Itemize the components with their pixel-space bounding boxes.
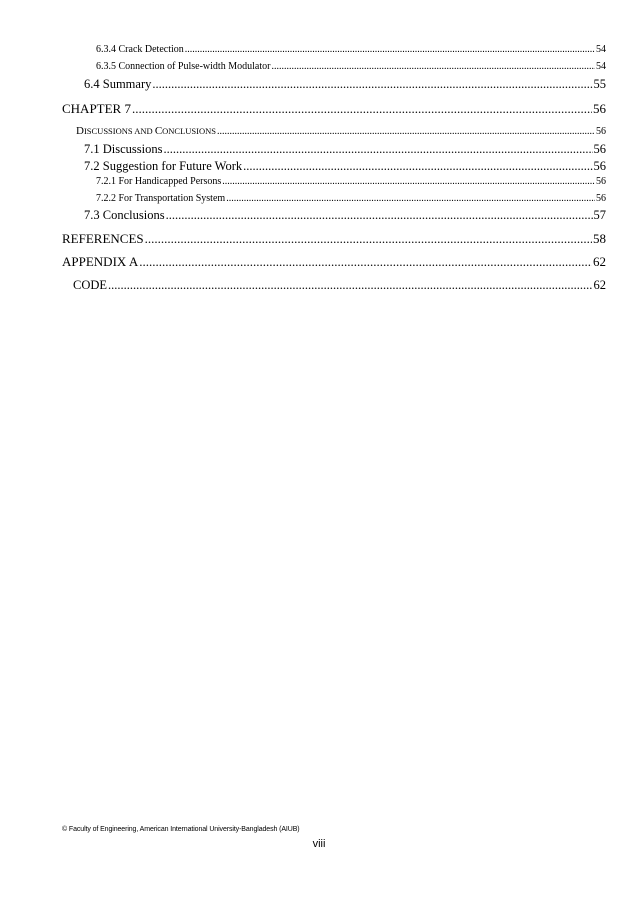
toc-entry-page: 62 <box>593 278 606 292</box>
toc-entry-page: 56 <box>596 193 606 204</box>
toc-entry-code[interactable] <box>73 278 606 293</box>
toc-entry-page: 62 <box>593 254 606 269</box>
toc-entry-page: 58 <box>593 231 606 246</box>
toc-leader-dots <box>152 77 592 92</box>
toc-leader-dots <box>271 61 595 72</box>
toc-entry-label: 7.2 Suggestion for Future Work <box>84 159 243 173</box>
toc-leader-dots <box>243 159 592 174</box>
toc-leader-dots <box>145 231 592 247</box>
toc-leader-dots <box>108 278 592 293</box>
toc-entry-label: 6.3.5 Connection of Pulse-width Modulator <box>96 61 271 72</box>
toc-entry-page: 56 <box>596 176 606 187</box>
toc-entry-chapter-7[interactable] <box>62 101 606 117</box>
toc-entry-appendix-a[interactable] <box>62 254 606 270</box>
toc-entry-label: 7.3 Conclusions <box>84 208 165 222</box>
toc-entry-page: 56 <box>593 159 606 173</box>
toc-entry-page: 56 <box>596 126 606 137</box>
footer-copyright: © Faculty of Engineering, American International University-Bangladesh (AIUB) <box>62 826 300 833</box>
toc-leader-dots <box>163 142 592 157</box>
toc-entry-6-3-5[interactable] <box>96 61 606 72</box>
toc-entry-7-1[interactable] <box>84 142 606 157</box>
toc-entry-label: REFERENCES <box>62 231 144 246</box>
toc-entry-7-3[interactable] <box>84 208 606 223</box>
toc-entry-page: 56 <box>593 101 606 116</box>
toc-entry-label: APPENDIX A <box>62 254 139 269</box>
toc-entry-page: 55 <box>593 77 606 91</box>
toc-entry-6-3-4[interactable] <box>96 44 606 55</box>
toc-entry-label: 7.2.2 For Transportation System <box>96 193 226 204</box>
toc-leader-dots <box>226 193 595 204</box>
toc-leader-dots <box>166 208 593 223</box>
toc-entry-page: 56 <box>593 142 606 156</box>
toc-entry-7-2-2[interactable] <box>96 193 606 204</box>
toc-leader-dots <box>139 254 592 270</box>
toc-entry-label: 7.1 Discussions <box>84 142 163 156</box>
toc-leader-dots <box>132 101 592 117</box>
toc-entry-page: 57 <box>593 208 606 222</box>
toc-entry-7-2[interactable] <box>84 159 606 174</box>
toc-entry-label: 6.4 Summary <box>84 77 152 91</box>
toc-leader-dots <box>185 44 595 55</box>
toc-leader-dots <box>217 126 595 137</box>
toc-entry-label: CHAPTER 7 <box>62 101 131 116</box>
toc-entry-page: 54 <box>596 61 606 72</box>
toc-entry-references[interactable] <box>62 231 606 247</box>
toc-entry-label: 7.2.1 For Handicapped Persons <box>96 176 222 187</box>
toc-entry-label: CODE <box>73 278 108 292</box>
toc-entry-label: 6.3.4 Crack Detection <box>96 44 184 55</box>
footer-page-number: viii <box>312 838 326 850</box>
toc-entry-page: 54 <box>596 44 606 55</box>
toc-entry-6-4[interactable] <box>84 77 606 92</box>
toc-entry-discussions-and-conclusions[interactable] <box>76 125 606 137</box>
toc-leader-dots <box>222 176 595 187</box>
toc-entry-7-2-1[interactable] <box>96 176 606 187</box>
toc-entry-label: DISCUSSIONS AND CONCLUSIONS <box>76 125 216 137</box>
